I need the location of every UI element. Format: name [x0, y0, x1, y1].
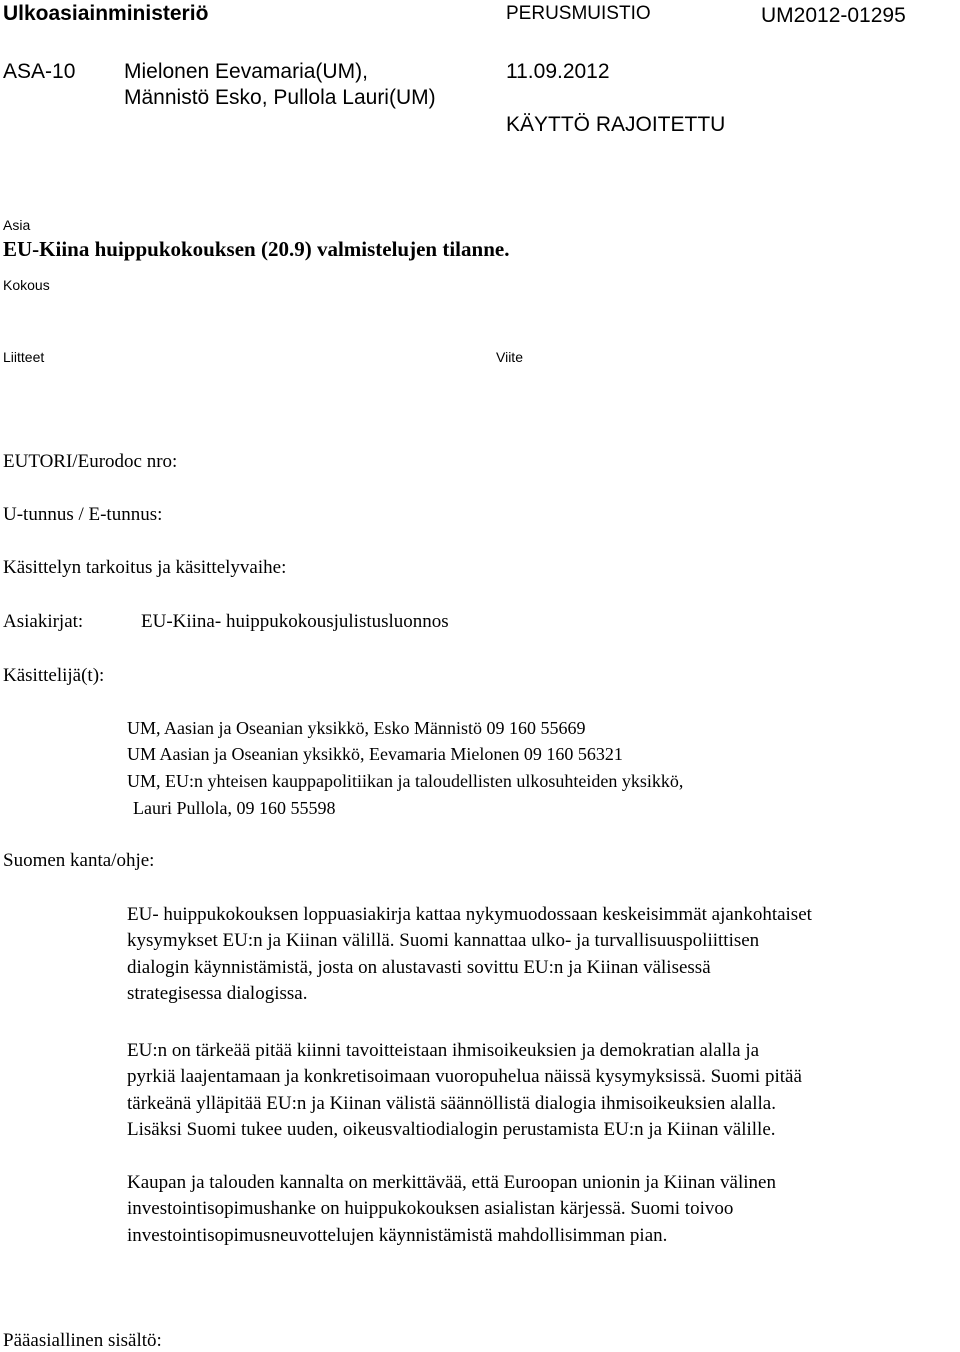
handler-line: UM, EU:n yhteisen kauppapolitiikan ja taloudellisten ulkosuhteiden yksikkö,	[127, 771, 684, 791]
paragraph-line: dialogin käynnistämistä, josta on alustavasti sovittu EU:n ja Kiinan välisessä	[127, 956, 711, 978]
document-number: UM2012-01295	[761, 4, 906, 27]
restriction-label: KÄYTTÖ RAJOITETTU	[506, 113, 726, 136]
handler-line: UM Aasian ja Oseanian yksikkö, Eevamaria Mielonen 09 160 56321	[127, 744, 623, 764]
u-tunnus-label: U-tunnus / E-tunnus:	[3, 504, 163, 525]
position-paragraph-1	[127, 902, 960, 1007]
handler-line: UM, Aasian ja Oseanian yksikkö, Esko Männistö 09 160 55669	[127, 718, 586, 738]
position-paragraph-3	[127, 1170, 960, 1249]
asiakirjat-value: EU-Kiina- huippukokousjulistusluonnos	[141, 611, 449, 632]
authors-line-2: Männistö Esko, Pullola Lauri(UM)	[124, 86, 436, 109]
asiakirjat-label: Asiakirjat:	[3, 611, 84, 632]
kanta-label: Suomen kanta/ohje:	[3, 850, 155, 871]
paragraph-line: pyrkiä laajentamaan ja konkretisoimaan vuoropuhelua näissä kysymyksissä. Suomi pitää	[127, 1066, 802, 1088]
viite-label: Viite	[496, 349, 523, 365]
unit-code: ASA-10	[3, 60, 76, 83]
ministry-name: Ulkoasiainministeriö	[3, 2, 209, 25]
document-type: PERUSMUISTIO	[506, 3, 651, 24]
paragraph-line: EU:n on tärkeää pitää kiinni tavoitteistaan ihmisoikeuksien ja demokratian alalla ja	[127, 1040, 760, 1061]
kasittelija-label: Käsittelijä(t):	[3, 665, 105, 686]
paragraph-line: Lisäksi Suomi tukee uuden, oikeusvaltiodialogin perustamista EU:n ja Kiinan välille.	[127, 1118, 776, 1140]
liitteet-label: Liitteet	[3, 349, 45, 365]
tarkoitus-label: Käsittelyn tarkoitus ja käsittelyvaihe:	[3, 557, 287, 578]
position-paragraph-2	[127, 1038, 960, 1143]
paragraph-line: investointisopimusneuvottelujen käynnistämistä mahdollisimman pian.	[127, 1224, 668, 1246]
document-date: 11.09.2012	[506, 60, 610, 83]
asia-label: Asia	[3, 217, 31, 233]
paragraph-line: EU- huippukokouksen loppuasiakirja kattaa nykymuodossaan keskeisimmät ajankohtaiset	[127, 904, 812, 925]
paragraph-line: strategisessa dialogissa.	[127, 982, 308, 1004]
paragraph-line: kysymykset EU:n ja Kiinan välillä. Suomi kannattaa ulko- ja turvallisuuspoliittisen	[127, 930, 760, 952]
eutori-label: EUTORI/Eurodoc nro:	[3, 451, 178, 472]
authors-line-1: Mielonen Eevamaria(UM),	[124, 60, 368, 83]
subject-title: EU-Kiina huippukokouksen (20.9) valmistelujen tilanne.	[3, 237, 510, 261]
handler-line: Lauri Pullola, 09 160 55598	[133, 798, 336, 818]
paragraph-line: tärkeänä ylläpitää EU:n ja Kiinan välistä säännöllistä dialogia ihmisoikeuksien alalla.	[127, 1092, 776, 1114]
paragraph-line: Kaupan ja talouden kannalta on merkittävää, että Euroopan unionin ja Kiinan välinen	[127, 1172, 776, 1193]
kokous-label: Kokous	[3, 277, 50, 293]
paaasiallinen-label: Pääasiallinen sisältö:	[3, 1330, 162, 1351]
paragraph-line: investointisopimushanke on huippukokouksen asialistan kärjessä. Suomi toivoo	[127, 1198, 734, 1220]
